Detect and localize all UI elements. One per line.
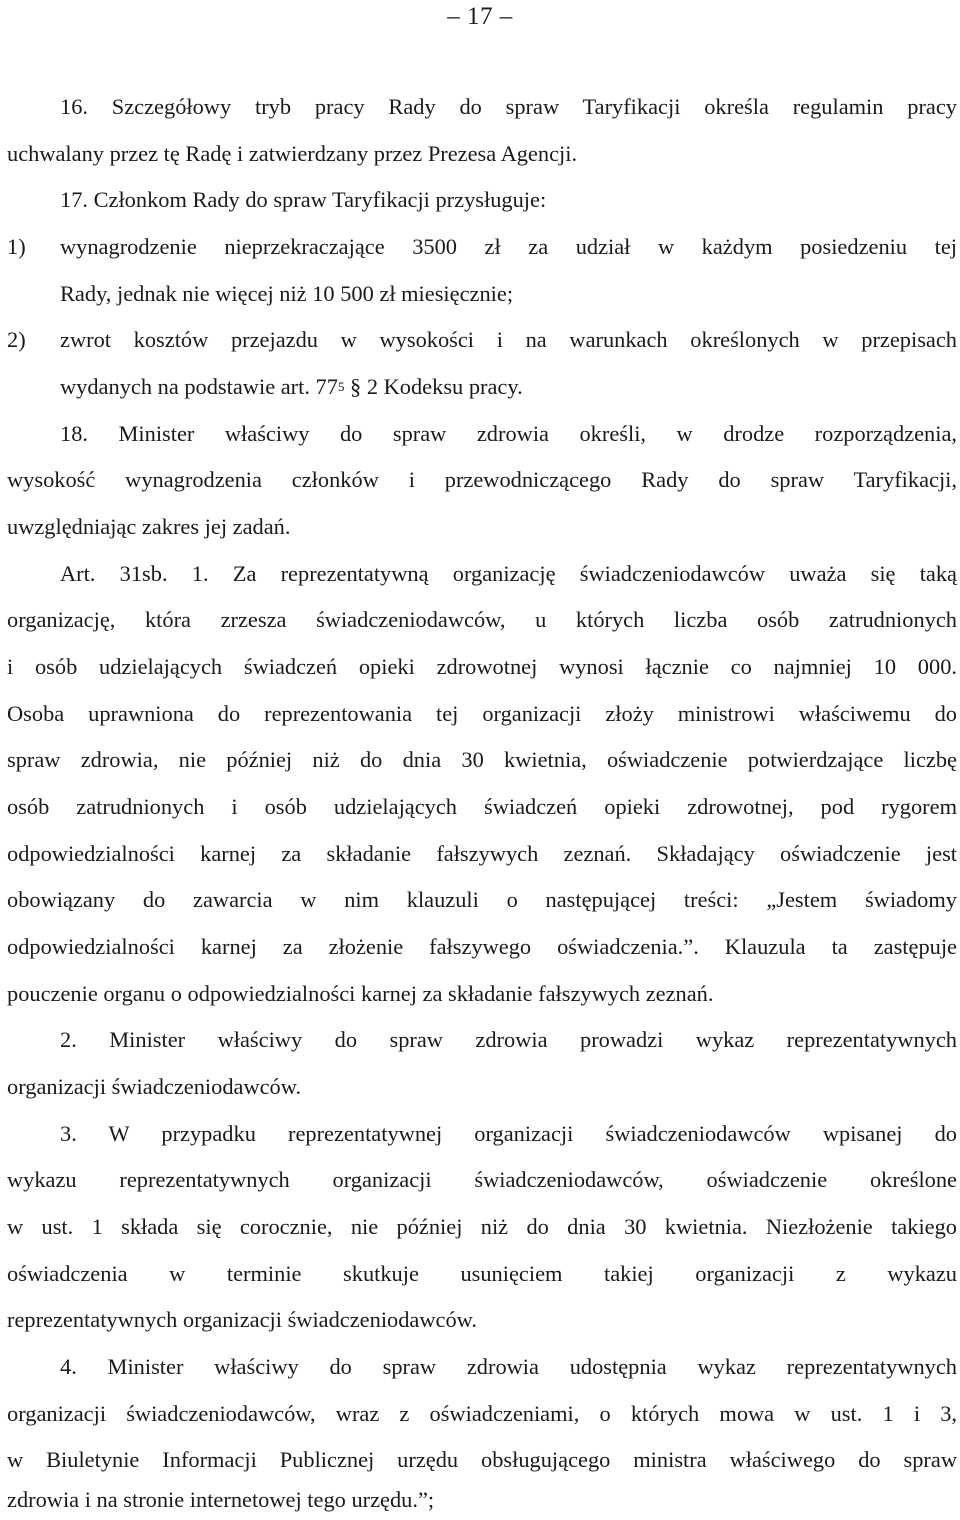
text-line: wysokość wynagrodzenia członków i przewodniczącego Rady do spraw Taryfikacji, <box>7 467 957 492</box>
text-line: organizacji świadczeniodawców, wraz z oświadczeniami, o których mowa w ust. 1 i 3, <box>7 1401 957 1426</box>
text-line: 3. W przypadku reprezentatywnej organizacji świadczeniodawców wpisanej do <box>60 1121 957 1146</box>
text-line: wynagrodzenie nieprzekraczające 3500 zł za udział w każdym posiedzeniu tej <box>60 234 957 259</box>
text-line: uwzględniając zakres jej zadań. <box>7 514 291 539</box>
text-line: oświadczenia w terminie skutkuje usunięciem takiej organizacji z wykazu <box>7 1261 957 1286</box>
text-line: 17. Członkom Rady do spraw Taryfikacji przysługuje: <box>60 187 547 212</box>
text-line: Rady, jednak nie więcej niż 10 500 zł miesięcznie; <box>60 281 514 306</box>
text-line <box>60 372 957 402</box>
text-line: 2. Minister właściwy do spraw zdrowia prowadzi wykaz reprezentatywnych <box>60 1027 957 1052</box>
text-line: organizację, która zrzesza świadczeniodawców, u których liczba osób zatrudnionych <box>7 607 957 632</box>
superscript: 5 <box>337 379 345 394</box>
text-line: wykazu reprezentatywnych organizacji świadczeniodawców, oświadczenie określone <box>7 1167 957 1192</box>
text-line: obowiązany do zawarcia w nim klauzuli o następującej treści: „Jestem świadomy <box>7 887 957 912</box>
text-line: uchwalany przez tę Radę i zatwierdzany przez Prezesa Agencji. <box>7 141 578 166</box>
text-fragment: wydanych na podstawie art. 77 <box>60 374 338 399</box>
text-line: 16. Szczegółowy tryb pracy Rady do spraw Taryfikacji określa regulamin pracy <box>60 94 957 119</box>
text-line: Osoba uprawniona do reprezentowania tej organizacji złoży ministrowi właściwemu do <box>7 701 957 726</box>
text-line: reprezentatywnych organizacji świadczeniodawców. <box>7 1307 477 1332</box>
text-line: Art. 31sb. 1. Za reprezentatywną organizację świadczeniodawców uważa się taką <box>60 561 957 586</box>
text-line: osób zatrudnionych i osób udzielających świadczeń opieki zdrowotnej, pod rygorem <box>7 794 957 819</box>
text-line: w Biuletynie Informacji Publicznej urzędu obsługującego ministra właściwego do spraw <box>7 1447 957 1472</box>
text-line: 4. Minister właściwy do spraw zdrowia udostępnia wykaz reprezentatywnych <box>60 1354 957 1379</box>
text-line: odpowiedzialności karnej za składanie fałszywych zeznań. Składający oświadczenie jest <box>7 841 957 866</box>
list-marker: 1) <box>7 234 26 259</box>
list-marker: 2) <box>7 327 26 352</box>
list-item <box>7 232 957 262</box>
text-line: w ust. 1 składa się corocznie, nie później niż do dnia 30 kwietnia. Niezłożenie takiego <box>7 1214 957 1239</box>
text-line: 18. Minister właściwy do spraw zdrowia określi, w drodze rozporządzenia, <box>60 421 957 446</box>
text-line: zdrowia i na stronie internetowej tego urzędu.”; <box>7 1487 435 1512</box>
text-line: zwrot kosztów przejazdu w wysokości i na warunkach określonych w przepisach <box>60 327 957 352</box>
text-line: spraw zdrowia, nie później niż do dnia 30 kwietnia, oświadczenie potwierdzające liczbę <box>7 747 957 772</box>
text-line: i osób udzielających świadczeń opieki zdrowotnej wynosi łącznie co najmniej 10 000. <box>7 654 957 679</box>
text-line: odpowiedzialności karnej za złożenie fałszywego oświadczenia.”. Klauzula ta zastępuje <box>7 934 957 959</box>
text-line: pouczenie organu o odpowiedzialności karnej za składanie fałszywych zeznań. <box>7 981 714 1006</box>
text-line: organizacji świadczeniodawców. <box>7 1074 302 1099</box>
text-fragment: § 2 Kodeksu pracy. <box>344 374 523 399</box>
page-number: – 17 – <box>447 3 513 30</box>
list-item <box>7 325 957 355</box>
